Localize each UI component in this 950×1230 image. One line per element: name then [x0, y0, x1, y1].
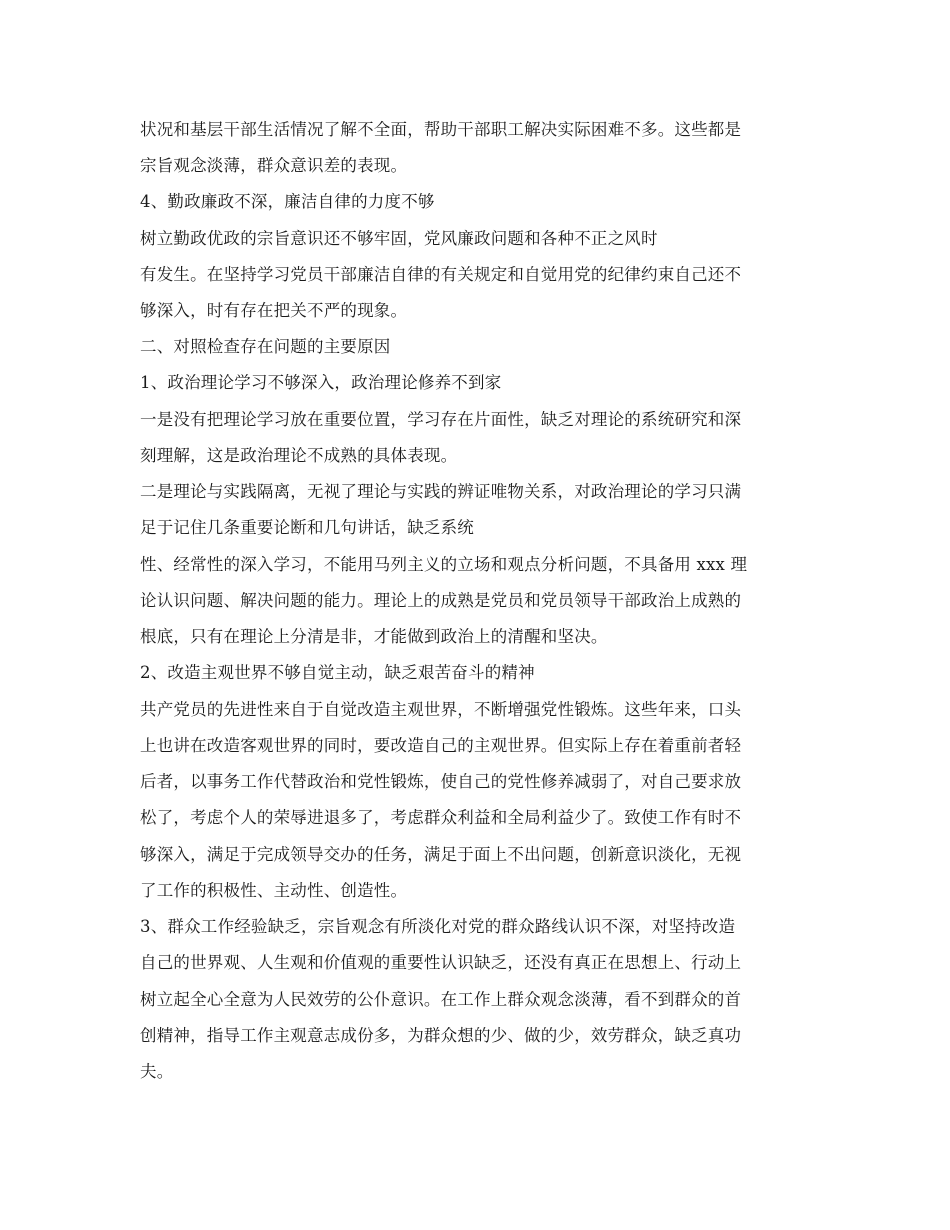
text-line: 4、勤政廉政不深，廉洁自律的力度不够: [140, 192, 435, 211]
text-line: 创精神，指导工作主观意志成份多，为群众想的少、做的少，效劳群众，缺乏真功: [140, 1026, 742, 1045]
text-line: 松了，考虑个人的荣辱进退多了，考虑群众利益和全局利益少了。致使工作有时不: [140, 808, 742, 827]
text-line: 树立起全心全意为人民效劳的公仆意识。在工作上群众观念淡薄，看不到群众的首: [140, 990, 742, 1009]
text-line: 性、经常性的深入学习，不能用马列主义的立场和观点分析问题，不具备用 xxx 理: [140, 555, 748, 574]
subsection-heading: 3、群众工作经验缺乏，宗旨观念有所淡化对党的群众路线认识不深，对坚持改造: [140, 917, 736, 936]
text-line: 后者，以事务工作代替政治和党性锻炼，使自己的党性修养减弱了，对自己要求放: [140, 772, 742, 791]
text-line: 共产党员的先进性来自于自觉改造主观世界，不断增强党性锻炼。这些年来，口头: [140, 700, 742, 719]
text-line: 足于记住几条重要论断和几句讲话，缺乏系统: [140, 518, 474, 537]
text-line: 夫。: [140, 1062, 174, 1081]
text-line: 树立勤政优政的宗旨意识还不够牢固，党风廉政问题和各种不正之风时: [140, 229, 658, 248]
text-line: 一是没有把理论学习放在重要位置，学习存在片面性，缺乏对理论的系统研究和深: [140, 410, 742, 429]
text-line: 宗旨观念淡薄，群众意识差的表现。: [140, 156, 408, 175]
text-line: 根底，只有在理论上分清是非，才能做到政治上的清醒和坚决。: [140, 627, 608, 646]
text-line: 够深入，满足于完成领导交办的任务，满足于面上不出问题，创新意识淡化，无视: [140, 845, 742, 864]
text-line: 状况和基层干部生活情况了解不全面，帮助干部职工解决实际困难不多。这些都是: [140, 120, 742, 139]
text-line: 有发生。在坚持学习党员干部廉洁自律的有关规定和自觉用党的纪律约束自己还不: [140, 265, 742, 284]
text-line: 够深入，时有存在把关不严的现象。: [140, 301, 408, 320]
text-line: 上也讲在改造客观世界的同时，要改造自己的主观世界。但实际上存在着重前者轻: [140, 736, 742, 755]
text-line: 刻理解，这是政治理论不成熟的具体表现。: [140, 446, 458, 465]
text-line: 论认识问题、解决问题的能力。理论上的成熟是党员和党员领导干部政治上成熟的: [140, 591, 742, 610]
text-line: 了工作的积极性、主动性、创造性。: [140, 881, 408, 900]
subsection-heading: 2、改造主观世界不够自觉主动，缺乏艰苦奋斗的精神: [140, 663, 535, 682]
text-line: 自己的世界观、人生观和价值观的重要性认识缺乏，还没有真正在思想上、行动上: [140, 953, 742, 972]
text-line: 二是理论与实践隔离，无视了理论与实践的辨证唯物关系，对政治理论的学习只满: [140, 482, 742, 501]
subsection-heading: 1、政治理论学习不够深入，政治理论修养不到家: [140, 373, 502, 392]
section-heading: 二、对照检查存在问题的主要原因: [140, 337, 391, 356]
